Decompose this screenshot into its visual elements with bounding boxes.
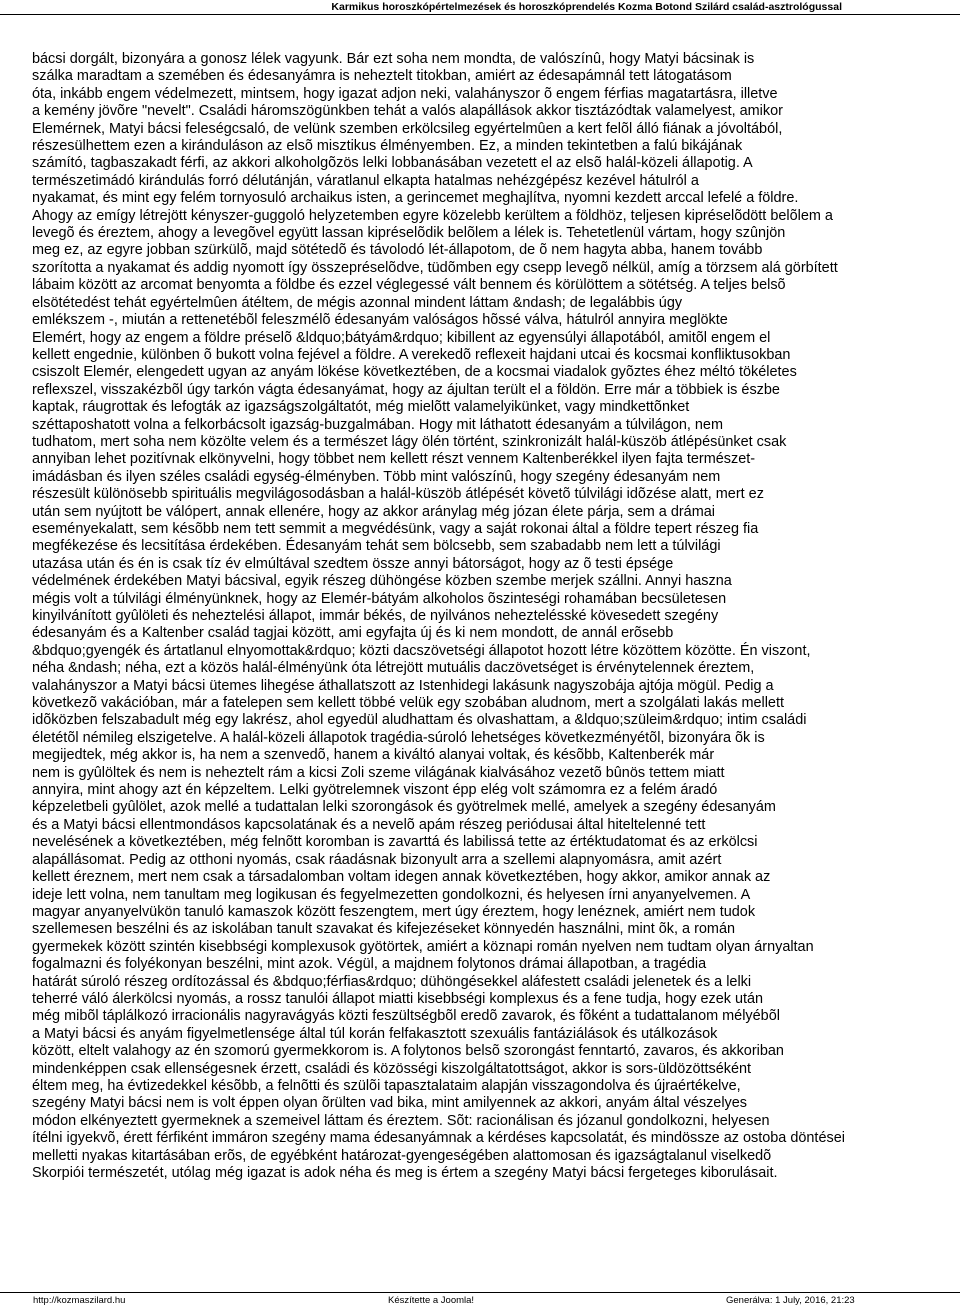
text-line: a Matyi bácsi és anyám figyelmetlensége által túl korán felfakasztott szexuális fantáziálások és utálkozások <box>32 1025 718 1042</box>
text-line: számító, tagbaszakadt férfi, az akkori alkoholgõzös lelki lobbanásában vezetett el az elsõ halál-közeli állapotig. A <box>32 155 753 172</box>
text-line: mégis volt a túlvilági élményünknek, hogy az Elemér-bátyám alkoholos õszinteségi rohamában becsületesen <box>32 590 727 607</box>
text-line: Elemért, hogy az engem a földre préselõ &ldquo;bátyám&rdquo; kibillent az egyensúlyi állapotából, amitõl engem el <box>32 329 771 346</box>
text-line: tudhatom, mert soha nem közölte velem és a természet lágy ölén történt, szinkronizált halál-küszöb átlépésünket csak <box>32 433 787 450</box>
text-line: és a Matyi bácsi ellentmondásos kapcsolatának és a nevelõ apám részeg periódusai által hiteltelenné tett <box>32 816 706 833</box>
text-line: melletti nyakas kitartásában erõs, de egyébként határozat-gyengeségében alattomosan és igazságtalanul viselkedõ <box>32 1147 772 1164</box>
text-line: szellemesen beszélni és az iskolában tanult szavakat és kifejezéseket könnyedén használni, mint õk, a román <box>32 921 736 938</box>
text-line: idõközben felszabadult még egy lakrész, ahol egyedül aludhattam és olvashattam, a &ldquo;szüleim&rdquo; intim családi <box>32 712 807 729</box>
text-line: annyira, mint ahogy azt én képzeltem. Lelki gyötrelemnek viszont épp elég volt számomra ez a felém áradó <box>32 782 718 799</box>
text-line: ideje lett volna, nem tanultam meg logikusan és fegyelmezetten gondolkozni, és helyesen írni anyanyelvemen. A <box>32 886 751 903</box>
text-line: eseményekalatt, sem késõbb nem tett semmit a megvédésünk, vagy a saját rokonai által a földre tepert részeg fia <box>32 520 759 537</box>
text-line: valahányszor a Matyi bácsi ütemes lihegése áthallatszott az Istenhidegi lakásunk nagyszobája ajtója mögül. Pedig a <box>32 677 774 694</box>
text-line: kellett engednie, különben õ bukott volna fejével a földre. A verekedõ reflexeit hajdani utcai és kocsmai konfliktusokban <box>32 346 791 363</box>
text-line: teherré váló álerkölcsi nyomás, a rossz tanulói állapot miatti kisebbségi komplexus és a fene tudja, hogy ezek után <box>32 990 764 1007</box>
text-line: imádásban és ilyen széles családi egység-élményben. Több mint valószínû, hogy szegény édesanyám nem <box>32 468 721 485</box>
page-footer <box>0 1292 960 1307</box>
footer-divider <box>0 1292 960 1293</box>
text-line: a kemény jövõre "nevelt". Családi háromszögünkben tehát a valós alapállások akkor tisztázódtak valamelyest, amikor <box>32 103 783 120</box>
text-line: óta, inkább engem védelmezett, mintsem, hogy igazat adjon neki, valahányszor õ engem férfias magatartásra, illetve <box>32 85 778 102</box>
text-line: utazása után és én is csak tíz év elmúltával szedtem össze annyi bátorságot, hogy az õ testi épsége <box>32 555 674 572</box>
text-line: megfékezése és lecsitítása érdekében. Édesanyám tehát sem bölcsebb, sem szabadabb nem lett a túlvilági <box>32 538 721 555</box>
text-line: kellett éreznem, mert nem csak a társadalomban voltam idegen annak következtében, hogy akkor, amikor annak az <box>32 869 771 886</box>
text-line: nyakamat, és mint egy felém tornyosuló archaikus isten, a gerincemet meghajlítva, nyomni kezdett arccal lefelé a földre. <box>32 190 799 207</box>
text-line: szegény Matyi bácsi nem is volt éppen olyan õrülten vad bika, mint amilyennek az akkori, anyám által vészelyes <box>32 1095 748 1112</box>
footer-url: http://kozmaszilard.hu <box>33 1295 126 1306</box>
text-line: néha &ndash; néha, ezt a közös halál-élményünk óta létrejött mutuális daczövetséget is érvénytelennek éreztem, <box>32 660 755 677</box>
text-line: &bdquo;gyengék és ártatlanul elnyomottak&rdquo; közti dacszövetségi állapotot hozott létre közöttem közötte. Én viszont, <box>32 642 811 659</box>
text-line: védelmének érdekében Matyi bácsival, egyik részeg dühöngése közben szembe merjek szállni. Annyi haszna <box>32 573 732 590</box>
text-line: módon elkényeztett gyermeknek a szemeivel láttam és éreztem. Sõt: racionálisan és józanul gondolkozni, helyesen <box>32 1112 770 1129</box>
text-line: megijedtek, még akkor is, ha nem a szenvedõ, hanem a kiváltó alanyai voltak, és késõbb, Kaltenberék már <box>32 747 715 764</box>
text-line: kinyilvánított gyûlöleti és neheztelési állapot, immár békés, de nyilvános neheztelésské kövesedett szegény <box>32 608 719 624</box>
text-line: nem is gyûlöltek és nem is neheztelt rám a kicsi Zoli szeme világának kialvásához vezetõ bûnös tettem miatt <box>32 764 725 781</box>
text-line: éltem meg, ha évtizedekkel késõbb, a felnõtti és szülõi tapasztalataim alapján visszagondolva és újraértékelve, <box>32 1077 741 1094</box>
text-line: alapállásomat. Pedig az otthoni nyomás, csak ráadásnak bizonyult arra a szellemi alapnyomásra, amit azért <box>32 851 722 868</box>
text-line: annyiban lehet pozitívnak elkönyvelni, hogy többet nem kellett részt vennem Kaltenberékkel ilyen fajta természet- <box>32 451 756 468</box>
text-line: természetimádó kirándulás forró délutánján, váratlanul elkapta hatalmas nehézgépész kezével hátulról a <box>32 172 699 189</box>
text-line: még mibõl táplálkozó irracionális nagyravágyás közti feszültségbõl eredõ zavarok, és fõként a tudattalanom mélyébõl <box>32 1008 780 1025</box>
text-line: szálka maradtam a szemében és édesanyámra is neheztelt titokban, amiért az édesapámnál tett látogatásom <box>32 68 732 85</box>
text-line: Skorpiói természetét, utólag még igazat is adok néha és meg is értem a szegény Matyi bácsi fergeteges kiborulásait. <box>32 1165 778 1181</box>
text-line: gyermekek között szintén kisebbségi komplexusok gyötörtek, amiért a köznapi román nyelven nem tudtam olyan árnyaltan <box>32 938 814 955</box>
text-line: édesanyám és a Kaltenber család tagjai között, ami egyfajta új és ki nem mondott, de annál erõsebb <box>32 625 674 642</box>
text-line: ítélni igyekvõ, érett férfiként immáron szegény mama édesanyámnak a kérdéses kapcsolatát, és mindössze az ostoba döntései <box>32 1130 845 1147</box>
text-line: elsötétedést tehát egyértelmûen átéltem, de mégis azonnal mindent láttam &ndash; de legalábbis úgy <box>32 294 683 311</box>
text-line: nevelésének a következtében, még felnõtt koromban is zavarttá és labilissá tette az értéktudatomat és az erkölcsi <box>32 834 758 851</box>
text-line: között, eltelt valahogy az én szomorú gyermekkorom is. A folytonos belsõ szorongást fenntartó, zavaros, és akkoriban <box>32 1043 784 1060</box>
text-line: lábaim között az arcomat benyomta a földbe és ezzel véglegessé vált bennem és körülöttem a sötétség. A teljes belsõ <box>32 277 786 294</box>
text-line: után sem nyújtott be válópert, annak ellenére, hogy az akkor aránylag még józan élete párja, sem a drámai <box>32 503 715 520</box>
text-line: következõ vakációban, már a fatelepen sem kellett többé velük egy szobában aludnom, mert a szolgálati lakás mellett <box>32 695 784 712</box>
text-line: határát súroló részeg ordítozással és &bdquo;férfias&rdquo; dühöngésekkel aláfestett családi jelenetek és a lelki <box>32 973 752 990</box>
text-line: szorította a nyakamat és addig nyomott így összepréselõdve, tüdõmben egy csepp levegõ nélkül, amíg a törzsem alá görbített <box>32 259 838 276</box>
footer-credit: Készítette a Joomla! <box>388 1295 475 1306</box>
text-line: bácsi dorgált, bizonyára a gonosz lélek vagyunk. Bár ezt soha nem mondta, de valószínû, hogy Matyi bácsinak is <box>32 51 755 67</box>
text-line: fogalmazni és folyékonyan beszélni, mint azok. Végül, a majdnem folytonos drámai állapotban, a tragédia <box>32 956 707 973</box>
text-line: levegõ és éreztem, ahogy a levegõvel együtt lassan kipréselõdik belõlem a lélek is. Tehetetlenül vártam, hogy szûnjön <box>32 225 786 242</box>
text-line: Elemérnek, Matyi bácsi feleségcsaló, de velünk szemben erkölcsileg egyértelmûen a kert felõl álló fiának a jóvoltából, <box>32 120 783 137</box>
text-line: magyar anyanyelvükön tanuló kamaszok között feszengtem, mert úgy éreztem, hogy lenéznek, amiért nem tudok <box>32 903 756 920</box>
site-title: Karmikus horoszkópértelmezések és horoszkóprendelés Kozma Botond Szilárd család-asztrológussal <box>331 1 842 13</box>
footer-generated-date: Generálva: 1 July, 2016, 21:23 <box>726 1295 855 1306</box>
text-line: emlékszem -, miután a rettenetébõl feleszmélõ édesanyám valóságos hõssé válva, hátulról annyira meglökte <box>32 312 728 329</box>
text-line: képzeletbeli gyûlölet, azok mellé a tudattalan lelki szorongások és gyötrelmek mellé, amelyek a szegény édesanyám <box>32 799 776 816</box>
text-line: széttaposhatott volna a felkorbácsolt igazság-buzgalmában. Hogy mit láthatott édesanyám a túlvilágon, nem <box>32 416 723 433</box>
text-line: Ahogy az emígy létrejött kényszer-guggoló helyzetemben egyre közelebb kerültem a földhöz, teljesen kipréselõdött belõlem a <box>32 207 833 224</box>
header-divider <box>0 14 960 15</box>
text-line: csiszolt Elemér, elengedett ugyan az anyám lökése következtében, de a kocsmai viadalok gyõztes éhez méltó tökéletes <box>32 364 797 381</box>
text-line: meg ez, az egyre jobban szürkülõ, majd sötétedõ és távolodó lét-állapotom, de õ nem hagyta abba, hanem tovább <box>32 242 763 259</box>
page-header <box>0 0 960 14</box>
text-line: reflexszel, visszakézbõl úgy tarkón vágta édesanyámat, hogy az ájultan terült el a földön. Erre már a többiek is észbe <box>32 381 780 398</box>
text-line: mindenképpen csak ellenségesnek érzett, családi és közösségi kiszolgáltatottságot, akkor is sors-üldözöttséként <box>32 1060 752 1077</box>
article-body <box>32 51 932 1182</box>
text-line: részesült különösebb spirituális megvilágosodásban a halál-küszöb átlépését követõ túlvilági idõzése alatt, mert ez <box>32 486 764 503</box>
text-line: életétõl némileg elszigetelve. A halál-közeli állapotok tragédia-súroló lehetséges következményétõl, bizonyára õk is <box>32 729 765 746</box>
text-line: részesülhettem ezen a kiránduláson az elsõ misztikus élményemben. Ez, a minden tekintetben a falú bikájának <box>32 138 743 155</box>
text-line: kaptak, ráugrottak és lefogták az igazságszolgáltatót, még mielõtt valamelyikünket, vagy mindkettõnket <box>32 399 690 416</box>
